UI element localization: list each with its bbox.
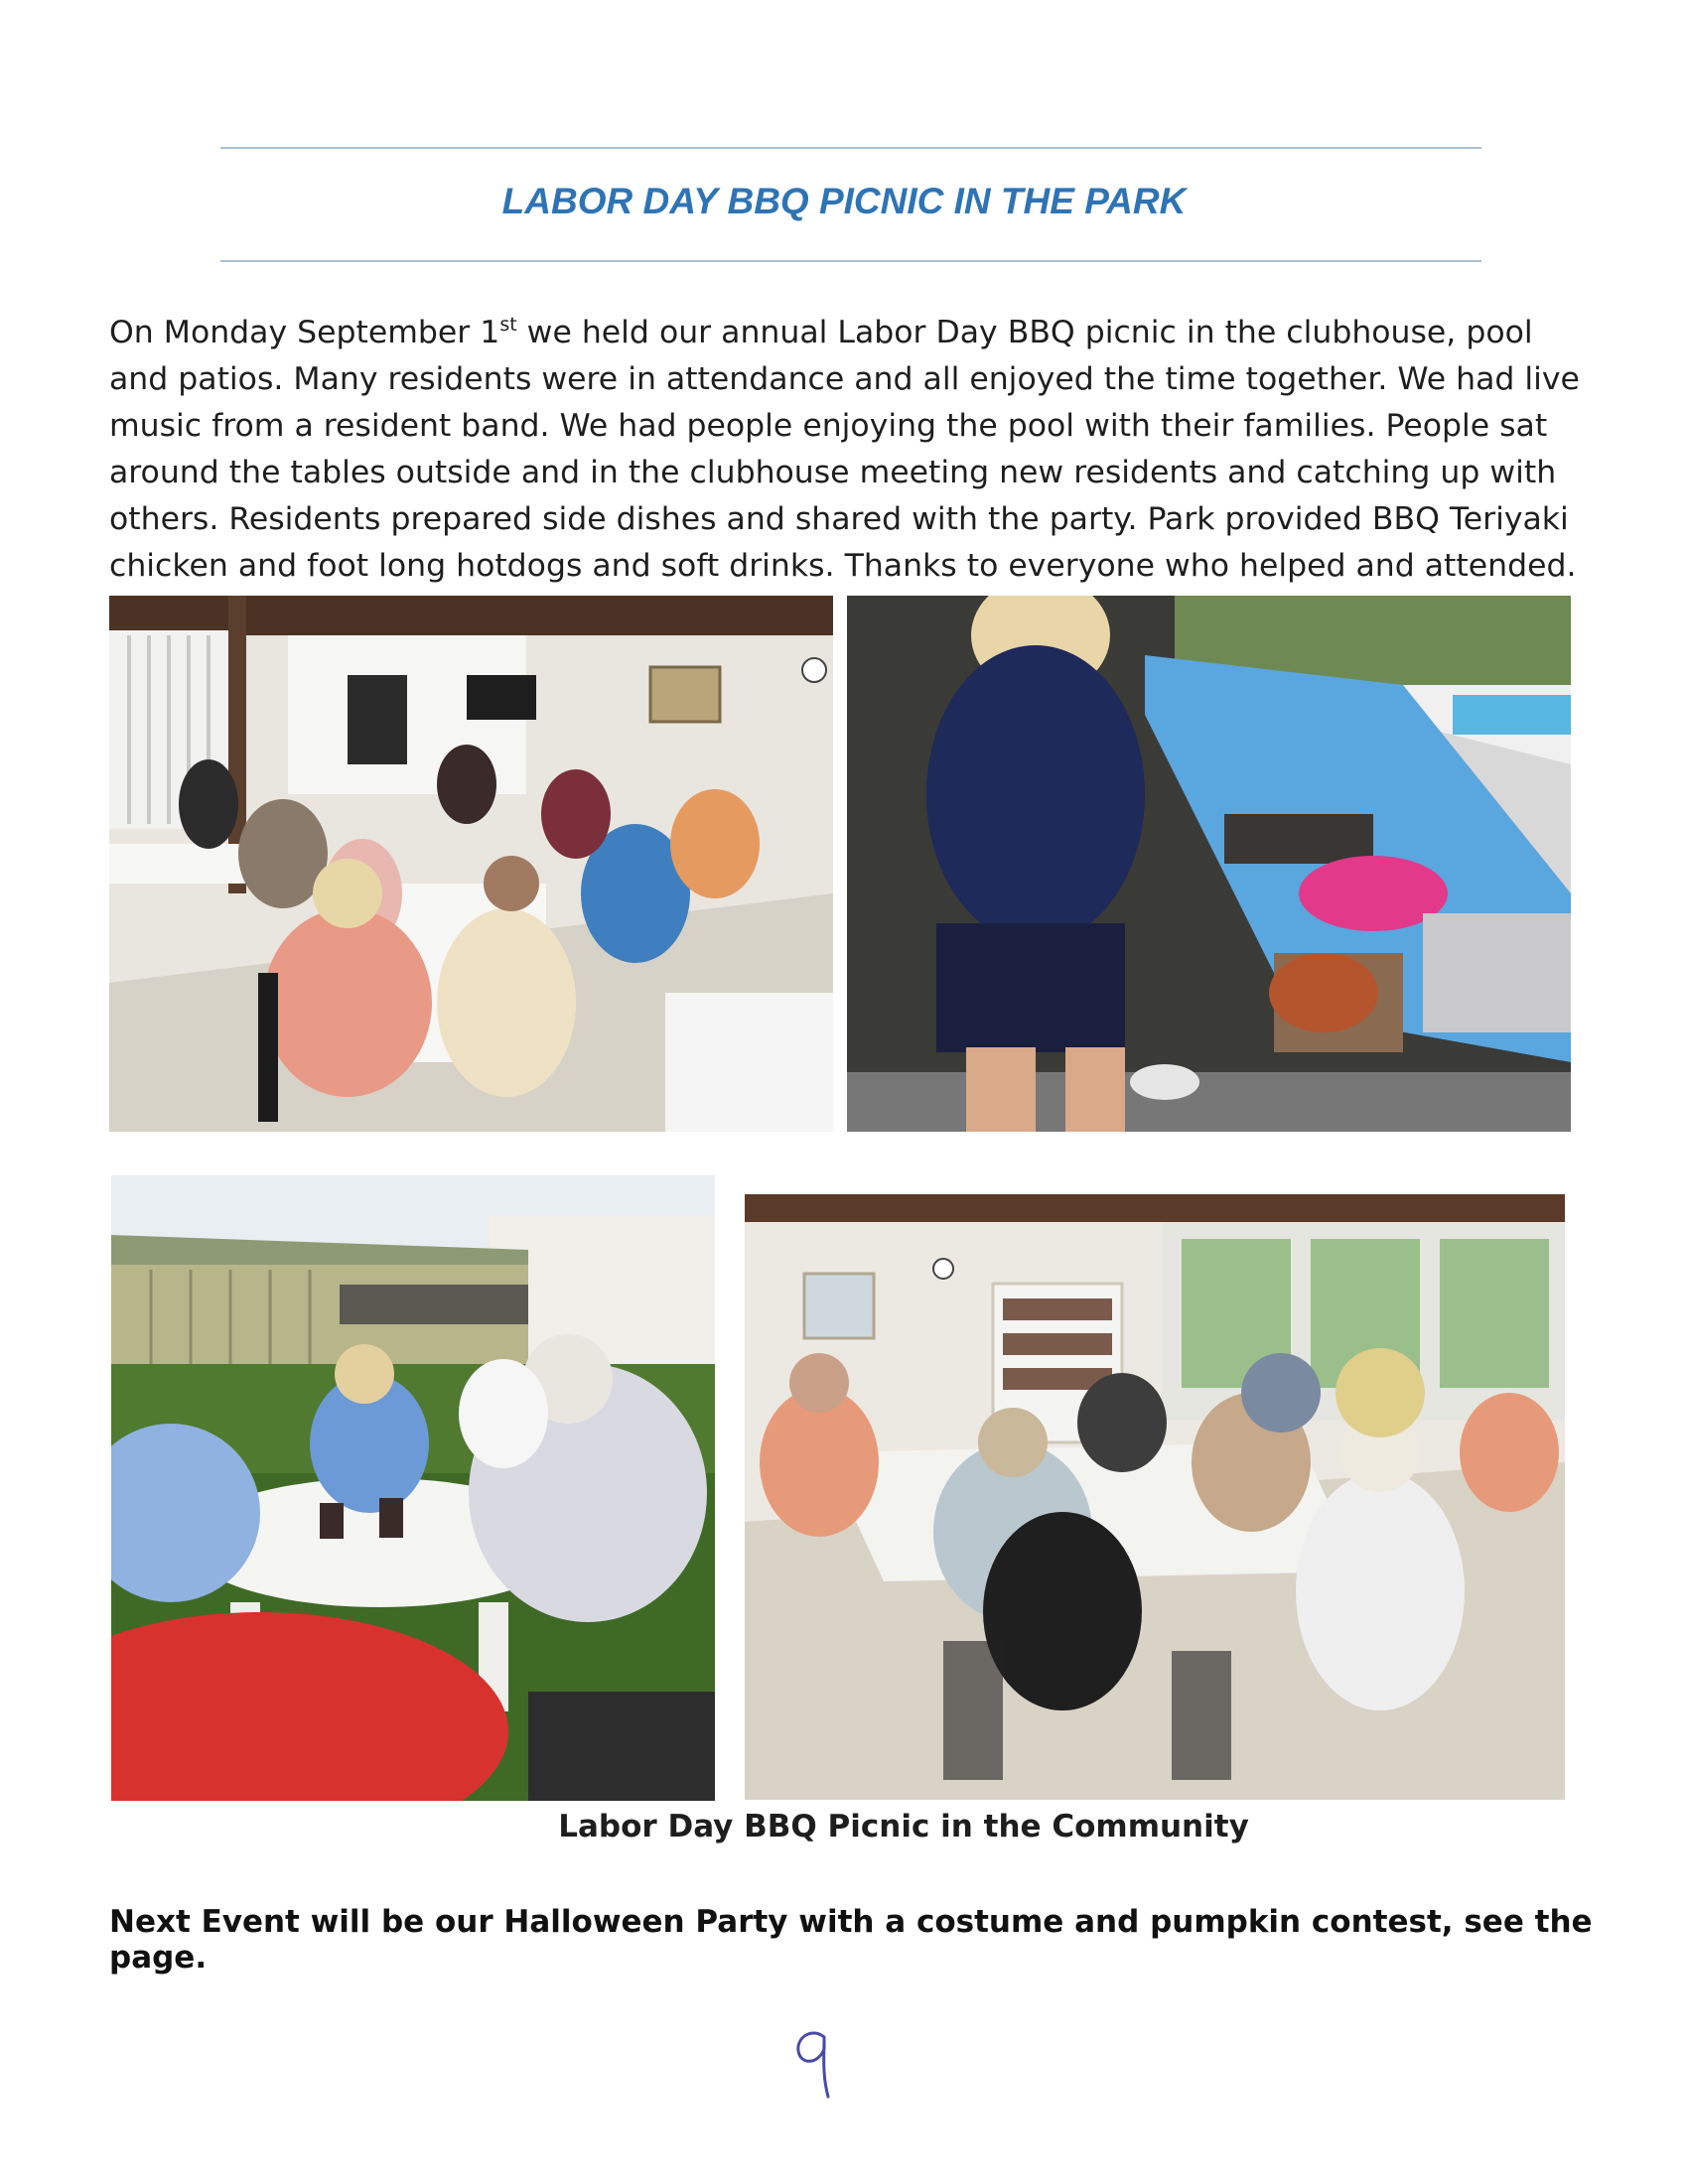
title-bottom-rule [220,260,1481,262]
lawn-picnic-photo [111,1175,715,1801]
article-intro: On Monday September 1 [109,315,500,350]
handwritten-page-number [784,2015,854,2105]
article-body [109,310,1589,590]
clubhouse-diners-photo [109,596,833,1132]
page-title: LABOR DAY BBQ PICNIC IN THE PARK [501,181,1187,221]
sunroom-diners-photo [745,1194,1565,1800]
article-text: we held our annual Labor Day BBQ picnic in the clubhouse, pool and patios. Many residents were in attendance and all enjoyed the time together. We had live music from a resident band. We had people enjoying the pool with their families. People sat around the tables outside and in the clubhouse meeting new residents and catching up with others. Residents prepared side dishes and shared with the party. Park provided BBQ Teriyaki chicken and foot long hotdogs and soft drinks. Thanks to everyone who helped and attended. [109,315,1580,584]
serving-table-photo [847,596,1571,1132]
title-top-rule [220,147,1481,149]
next-event-notice: Next Event will be our Halloween Party with a costume and pumpkin contest, see the page. [109,1904,1593,1976]
ordinal-suffix: st [499,314,517,336]
photo-caption: Labor Day BBQ Picnic in the Community [558,1809,1249,1844]
